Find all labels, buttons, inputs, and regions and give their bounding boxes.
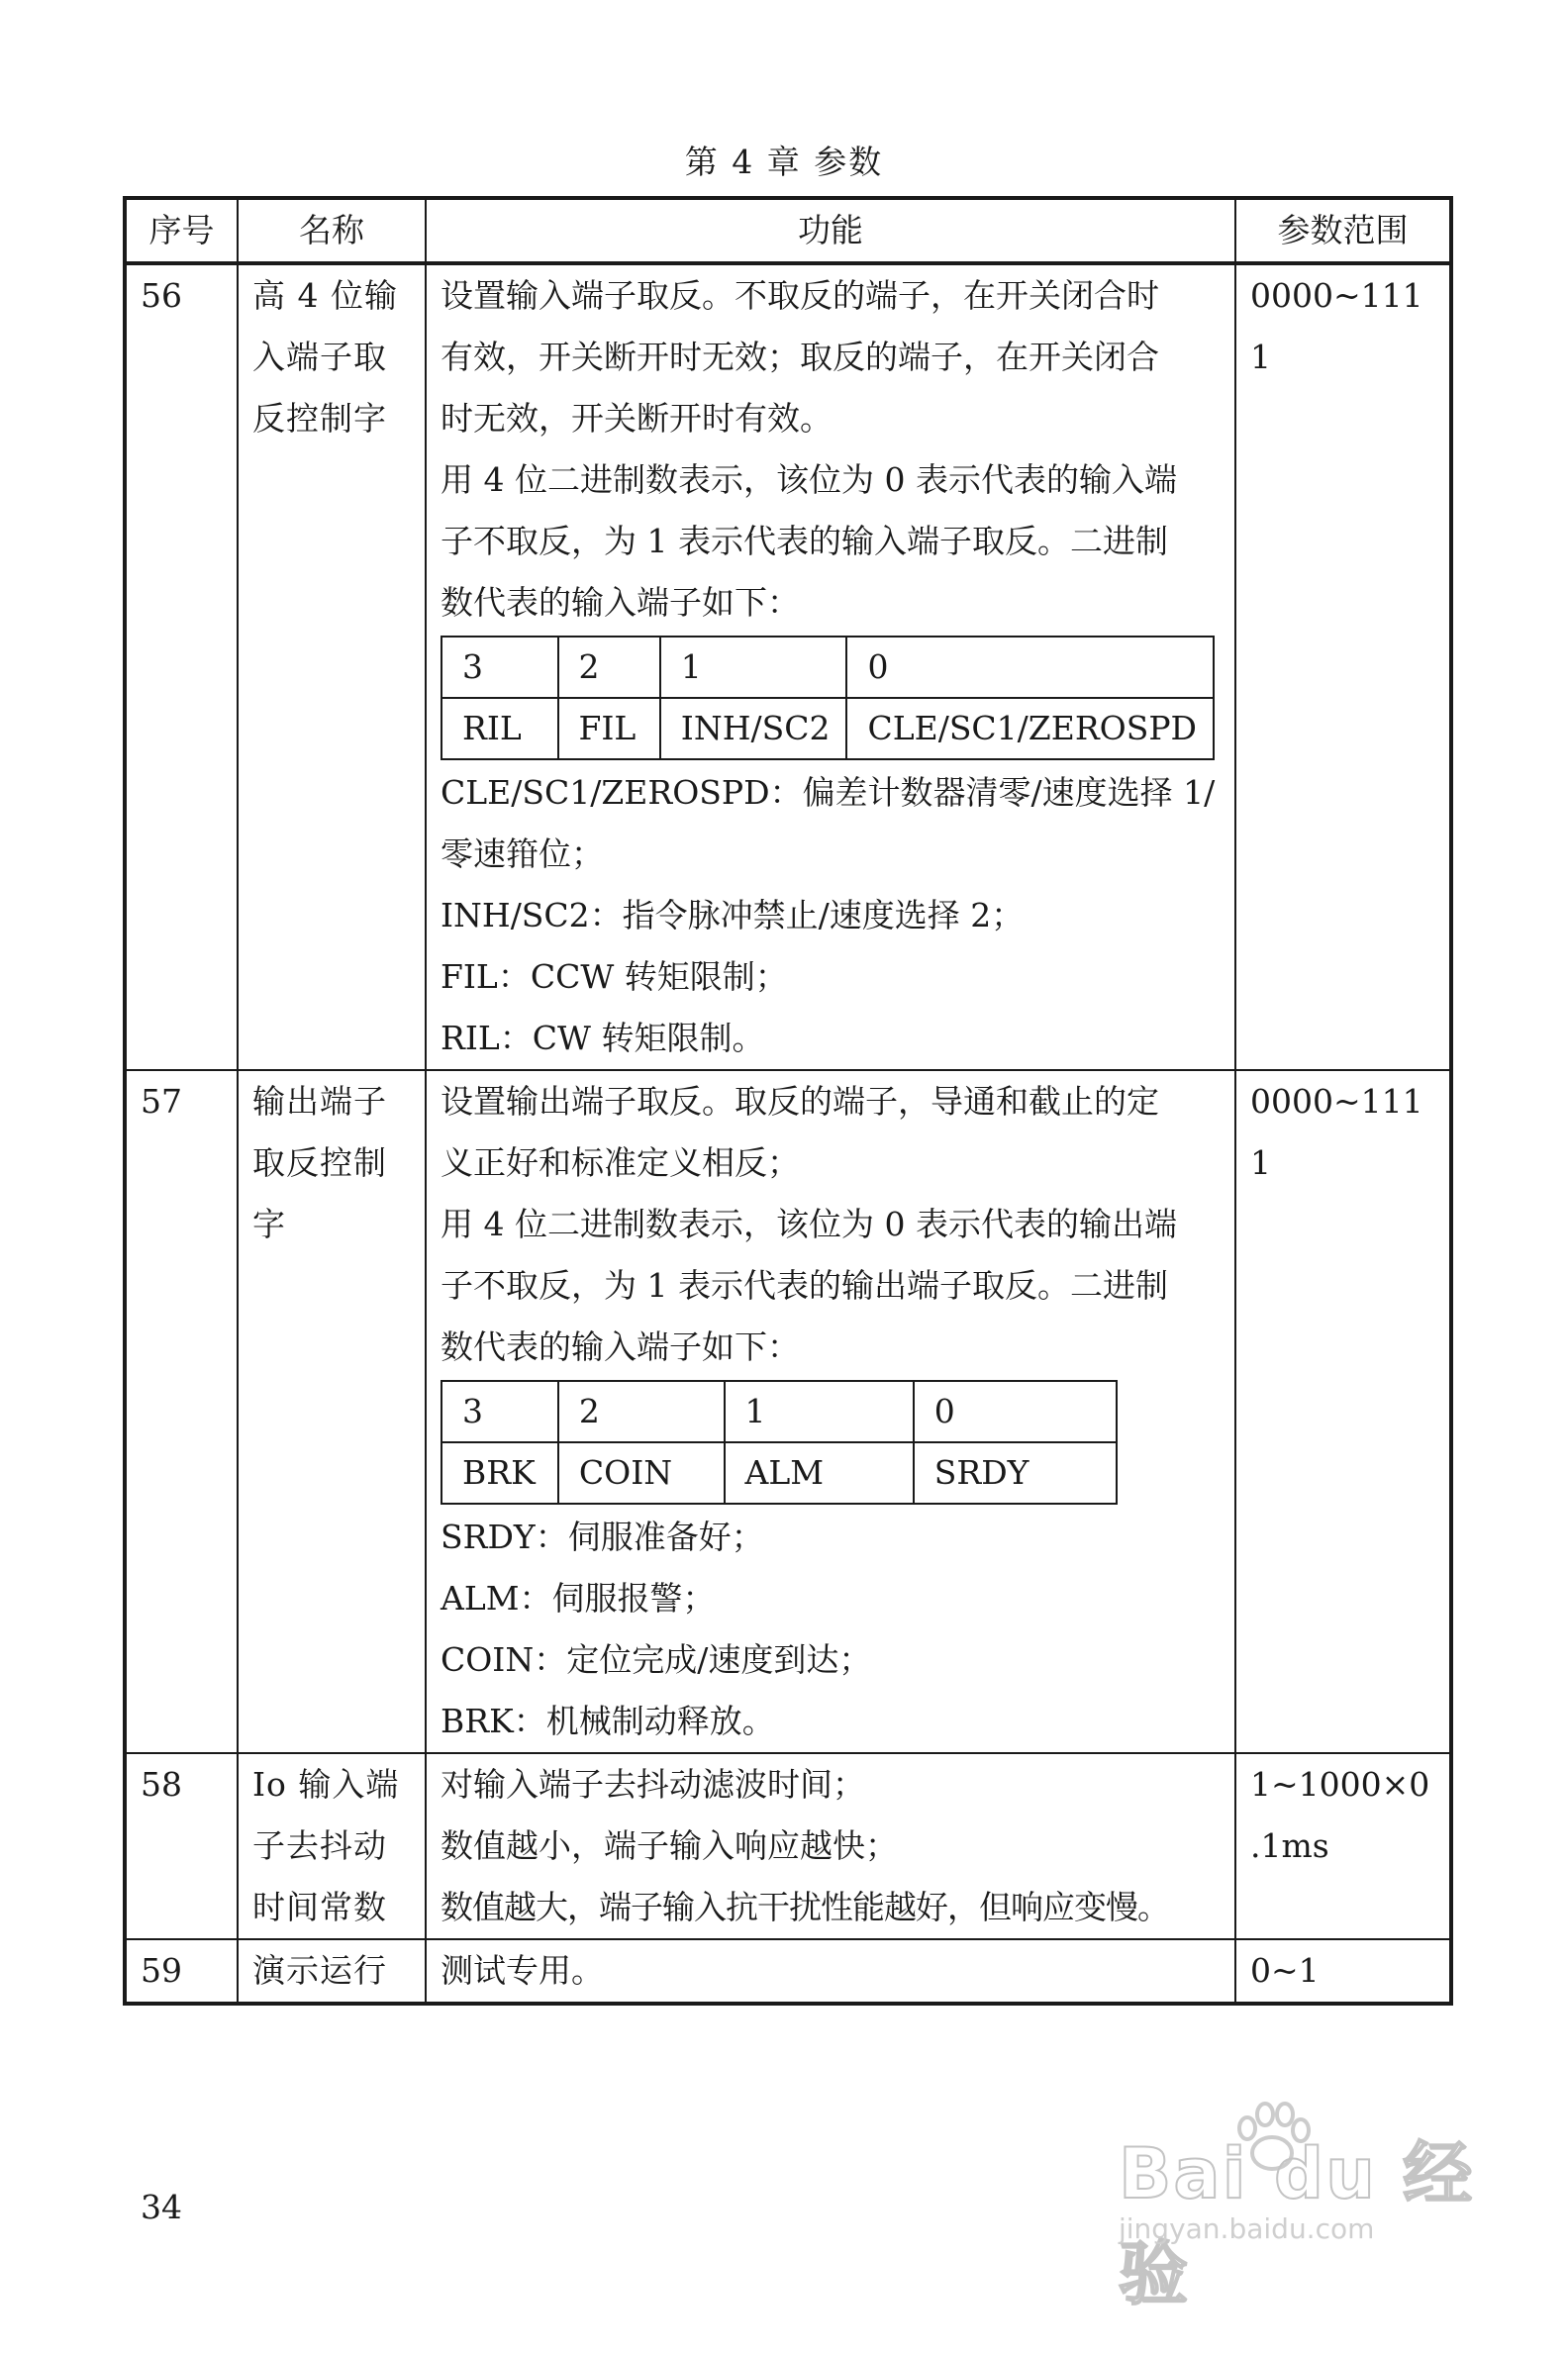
function-line: SRDY：伺服准备好； [441, 1518, 764, 1556]
chapter-header: 第 4 章 参数 [684, 143, 884, 181]
name-line: Io 输入端 [252, 1765, 400, 1804]
table-row [125, 263, 1451, 1070]
function-line: 有效，开关断开时无效；取反的端子，在开关闭合 [441, 338, 1159, 376]
row-name [238, 1939, 426, 2004]
name-line: 子去抖动 [252, 1826, 387, 1865]
function-line: 数值越小，端子输入响应越快； [441, 1826, 898, 1865]
range-line: 0000~111 [1250, 276, 1423, 315]
parameter-table [123, 196, 1453, 2006]
function-line: FIL：CCW 转矩限制； [441, 957, 788, 996]
row-name [238, 263, 426, 1070]
bit-index: 3 [441, 1381, 558, 1442]
row-range [1235, 263, 1451, 1070]
function-line: BRK：机械制动释放。 [441, 1702, 775, 1740]
range-line: 0000~111 [1250, 1082, 1423, 1121]
range-line: 0~1 [1250, 1951, 1320, 1990]
bit-label-row [441, 698, 1214, 759]
bit-label: INH/SC2 [660, 698, 847, 759]
range-line: 1 [1250, 1143, 1271, 1182]
column-header: 参数范围 [1235, 198, 1451, 263]
bit-label: CLE/SC1/ZEROSPD [846, 698, 1214, 759]
bit-index: 1 [660, 637, 847, 698]
function-line: 用 4 位二进制数表示，该位为 0 表示代表的输出端 [441, 1205, 1177, 1243]
range-line: 1~1000×0 [1250, 1765, 1430, 1804]
table-header-row [125, 198, 1451, 263]
row-number: 56 [125, 263, 238, 1070]
function-line: 子不取反，为 1 表示代表的输出端子取反。二进制 [441, 1266, 1168, 1305]
bit-label: ALM [725, 1442, 914, 1504]
function-line: 测试专用。 [441, 1951, 604, 1990]
bit-index: 0 [914, 1381, 1117, 1442]
name-line: 演示运行 [252, 1951, 387, 1990]
function-line: COIN：定位完成/速度到达； [441, 1640, 872, 1679]
bit-index: 2 [558, 1381, 725, 1442]
row-name [238, 1070, 426, 1753]
row-function [426, 263, 1235, 1070]
bit-map-table [441, 1380, 1118, 1505]
bit-label-row [441, 1442, 1117, 1504]
name-line: 高 4 位输 [252, 276, 398, 315]
function-line: 设置输入端子取反。不取反的端子，在开关闭合时 [441, 276, 1159, 315]
name-line: 入端子取 [252, 338, 387, 376]
table-row [125, 1939, 1451, 2004]
bit-index-row [441, 637, 1214, 698]
row-function [426, 1753, 1235, 1939]
row-range [1235, 1070, 1451, 1753]
function-line: 时无效，开关断开时有效。 [441, 399, 833, 438]
name-line: 输出端子 [252, 1082, 387, 1121]
function-line: 用 4 位二进制数表示，该位为 0 表示代表的输入端 [441, 460, 1177, 499]
function-line: 零速箝位； [441, 834, 604, 873]
watermark-logo: Bai du 经验 [1119, 2133, 1475, 2314]
name-line: 时间常数 [252, 1888, 387, 1926]
range-line: .1ms [1250, 1826, 1329, 1865]
row-name [238, 1753, 426, 1939]
bit-map-table [441, 636, 1215, 760]
function-line: ALM：伺服报警； [441, 1579, 716, 1618]
table-row [125, 1070, 1451, 1753]
column-header: 名称 [238, 198, 426, 263]
function-line: CLE/SC1/ZEROSPD：偏差计数器清零/速度选择 1/ [441, 773, 1216, 812]
function-line: 子不取反，为 1 表示代表的输入端子取反。二进制 [441, 522, 1168, 560]
bit-index: 0 [846, 637, 1214, 698]
range-line: 1 [1250, 338, 1271, 376]
watermark-url: jingyan.baidu.com [1119, 2212, 1375, 2245]
bit-index: 2 [558, 637, 660, 698]
function-line: 数代表的输入端子如下： [441, 583, 800, 622]
bit-label: SRDY [914, 1442, 1117, 1504]
bit-label: FIL [558, 698, 660, 759]
function-line: RIL：CW 转矩限制。 [441, 1019, 765, 1057]
name-line: 字 [252, 1205, 286, 1243]
page-number: 34 [141, 2188, 182, 2226]
function-line: 对输入端子去抖动滤波时间； [441, 1765, 865, 1804]
bit-index: 3 [441, 637, 558, 698]
function-line: 设置输出端子取反。取反的端子，导通和截止的定 [441, 1082, 1159, 1121]
bit-label: COIN [558, 1442, 725, 1504]
name-line: 反控制字 [252, 399, 387, 438]
function-line: 数代表的输入端子如下： [441, 1327, 800, 1366]
row-function [426, 1939, 1235, 2004]
bit-index-row [441, 1381, 1117, 1442]
table-row [125, 1753, 1451, 1939]
name-line: 取反控制 [252, 1143, 387, 1182]
row-number: 58 [125, 1753, 238, 1939]
column-header: 序号 [125, 198, 238, 263]
function-line: 义正好和标准定义相反； [441, 1143, 800, 1182]
row-range [1235, 1753, 1451, 1939]
bit-label: RIL [441, 698, 558, 759]
row-number: 57 [125, 1070, 238, 1753]
row-number: 59 [125, 1939, 238, 2004]
baidu-jingyan-watermark [1099, 2109, 1475, 2314]
function-line: INH/SC2：指令脉冲禁止/速度选择 2； [441, 896, 1025, 934]
row-function [426, 1070, 1235, 1753]
function-line: 数值越大，端子输入抗干扰性能越好，但响应变慢。 [441, 1888, 1169, 1926]
bit-label: BRK [441, 1442, 558, 1504]
row-range [1235, 1939, 1451, 2004]
bit-index: 1 [725, 1381, 914, 1442]
column-header: 功能 [426, 198, 1235, 263]
